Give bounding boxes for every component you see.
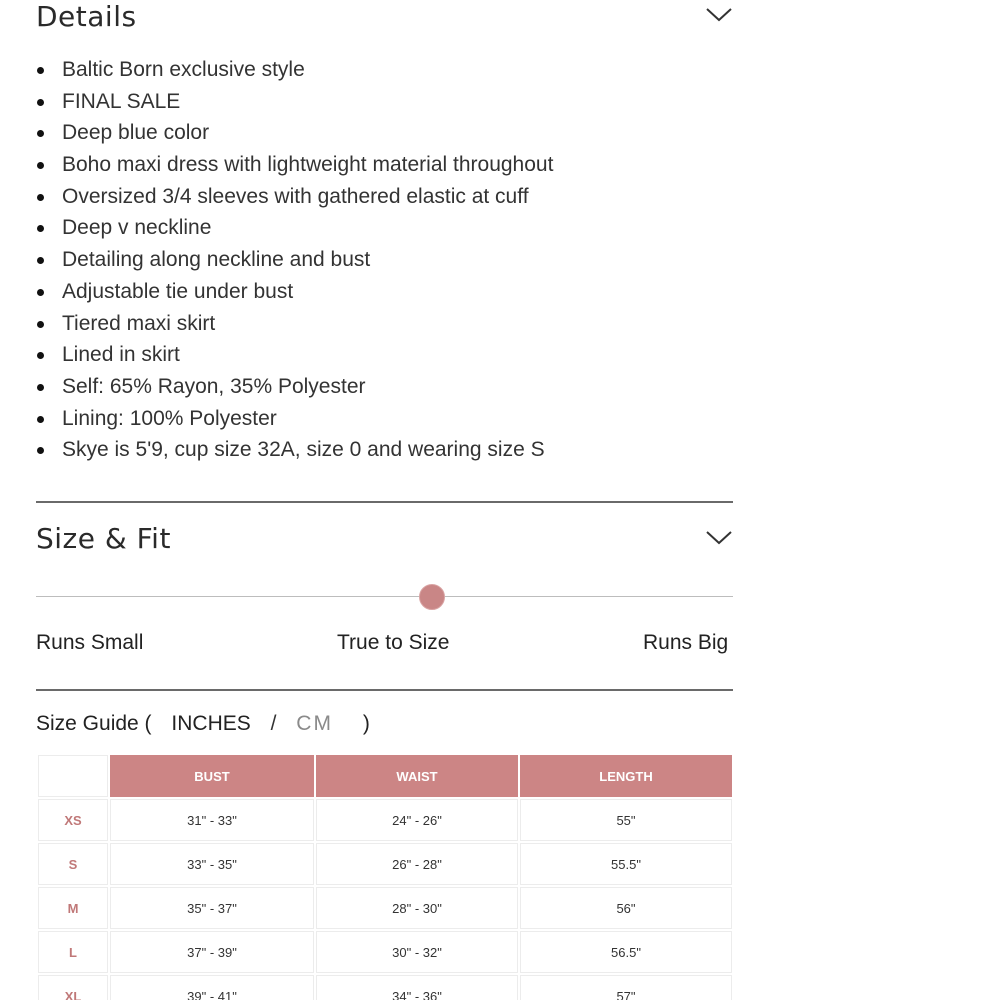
length-cell: 57" <box>520 975 732 1000</box>
fit-label-runs-small: Runs Small <box>36 631 144 654</box>
length-cell: 56" <box>520 887 732 929</box>
table-row <box>38 887 732 929</box>
size-guide-header <box>36 712 370 736</box>
bust-cell: 31" - 33" <box>110 799 314 841</box>
list-item: Lined in skirt <box>36 339 553 371</box>
list-item: FINAL SALE <box>36 86 553 118</box>
details-list <box>36 54 553 466</box>
fit-label-runs-big: Runs Big <box>643 631 729 654</box>
bust-cell: 37" - 39" <box>110 931 314 973</box>
waist-cell: 26" - 28" <box>316 843 518 885</box>
fit-label-true-to-size: True to Size <box>337 631 450 654</box>
size-guide-close-paren: ) <box>362 712 370 735</box>
list-item: Baltic Born exclusive style <box>36 54 553 86</box>
column-header-waist: WAIST <box>316 755 518 797</box>
size-fit-heading: Size & Fit <box>36 522 171 555</box>
unit-inches-toggle[interactable]: INCHES <box>171 712 251 735</box>
table-row <box>38 931 732 973</box>
list-item: Adjustable tie under bust <box>36 276 553 308</box>
length-cell: 56.5" <box>520 931 732 973</box>
length-cell: 55" <box>520 799 732 841</box>
list-item: Deep v neckline <box>36 212 553 244</box>
size-guide-label: Size Guide ( <box>36 712 152 735</box>
column-header-length: LENGTH <box>520 755 732 797</box>
length-cell: 55.5" <box>520 843 732 885</box>
table-row <box>38 799 732 841</box>
fit-indicator-knob <box>419 584 445 610</box>
waist-cell: 34" - 36" <box>316 975 518 1000</box>
details-heading: Details <box>36 0 137 33</box>
list-item: Detailing along neckline and bust <box>36 244 553 276</box>
bust-cell: 35" - 37" <box>110 887 314 929</box>
unit-separator: / <box>270 712 277 735</box>
size-label: S <box>38 843 108 885</box>
waist-cell: 30" - 32" <box>316 931 518 973</box>
column-header-bust: BUST <box>110 755 314 797</box>
table-row <box>38 975 732 1000</box>
section-divider <box>36 501 733 503</box>
bust-cell: 33" - 35" <box>110 843 314 885</box>
list-item: Self: 65% Rayon, 35% Polyester <box>36 371 553 403</box>
list-item: Oversized 3/4 sleeves with gathered elastic at cuff <box>36 181 553 213</box>
list-item: Tiered maxi skirt <box>36 308 553 340</box>
section-divider <box>36 689 733 691</box>
list-item: Boho maxi dress with lightweight material throughout <box>36 149 553 181</box>
waist-cell: 24" - 26" <box>316 799 518 841</box>
waist-cell: 28" - 30" <box>316 887 518 929</box>
list-item: Deep blue color <box>36 117 553 149</box>
list-item: Lining: 100% Polyester <box>36 403 553 435</box>
chevron-down-icon[interactable] <box>704 527 734 547</box>
bust-cell: 39" - 41" <box>110 975 314 1000</box>
size-label: M <box>38 887 108 929</box>
size-label: XL <box>38 975 108 1000</box>
size-label: XS <box>38 799 108 841</box>
chevron-down-icon[interactable] <box>704 4 734 24</box>
size-label: L <box>38 931 108 973</box>
size-chart-table <box>36 753 734 1000</box>
fit-scale-track <box>36 596 733 597</box>
list-item: Skye is 5'9, cup size 32A, size 0 and wearing size S <box>36 434 553 466</box>
table-row <box>38 843 732 885</box>
unit-cm-toggle[interactable]: CM <box>296 712 333 735</box>
table-corner-cell <box>38 755 108 797</box>
